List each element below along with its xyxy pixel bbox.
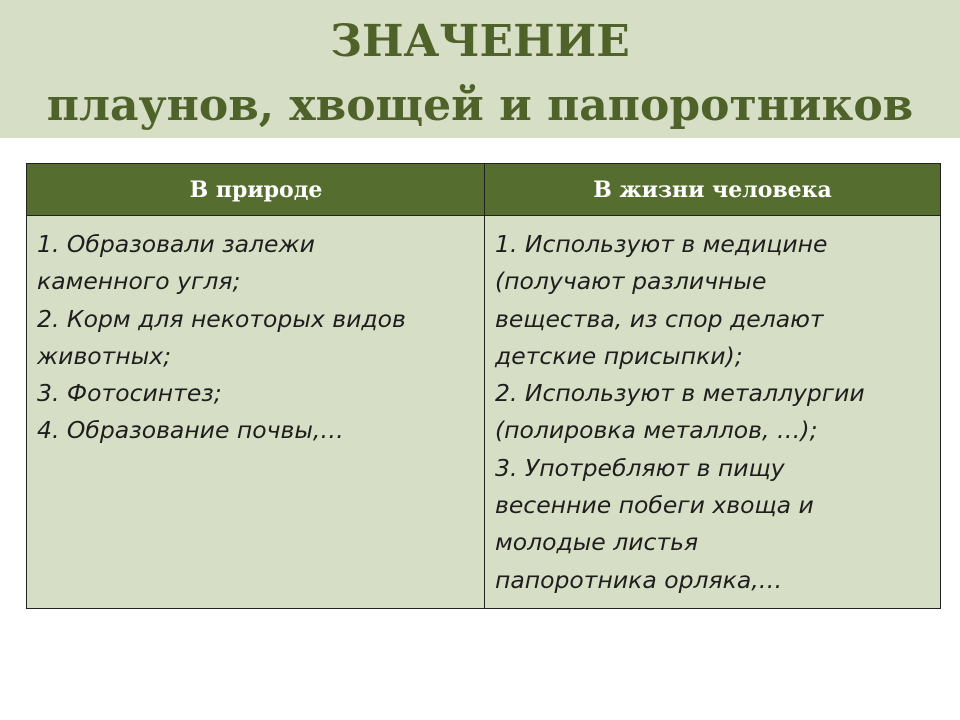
slide-subtitle: плаунов, хвощей и папоротников: [46, 80, 914, 131]
text-line: 4. Образование почвы,…: [37, 416, 344, 445]
text-line: вещества, из спор делают: [495, 304, 824, 333]
text-line: папоротника орляка,…: [495, 565, 783, 594]
text-line: каменного угля;: [37, 267, 241, 296]
text-line: 2. Корм для некоторых видов: [37, 304, 406, 333]
text-line: 2. Используют в металлургии: [495, 379, 865, 408]
text-line: 3. Употребляют в пищу: [495, 453, 785, 482]
text-line: 1. Используют в медицине: [495, 230, 828, 258]
text-line: 1. Образовали залежи: [37, 230, 315, 258]
text-line: (полировка металлов, …);: [495, 416, 818, 445]
column-divider: [484, 164, 485, 608]
text-line: 3. Фотосинтез;: [37, 379, 222, 408]
text-line: детские присыпки);: [495, 341, 743, 370]
text-line: животных;: [37, 341, 172, 370]
title-band: [0, 0, 960, 138]
cell-nature: [37, 226, 477, 450]
text-line: молодые листья: [495, 528, 699, 557]
comparison-table: [26, 163, 941, 609]
text-line: (получают различные: [495, 267, 767, 296]
header-nature: В природе: [189, 177, 323, 203]
cell-human-life: [495, 226, 935, 599]
header-human-life: В жизни человека: [593, 177, 832, 203]
text-line: весенние побеги хвоща и: [495, 491, 814, 520]
slide-title: ЗНАЧЕНИЕ: [330, 16, 630, 67]
